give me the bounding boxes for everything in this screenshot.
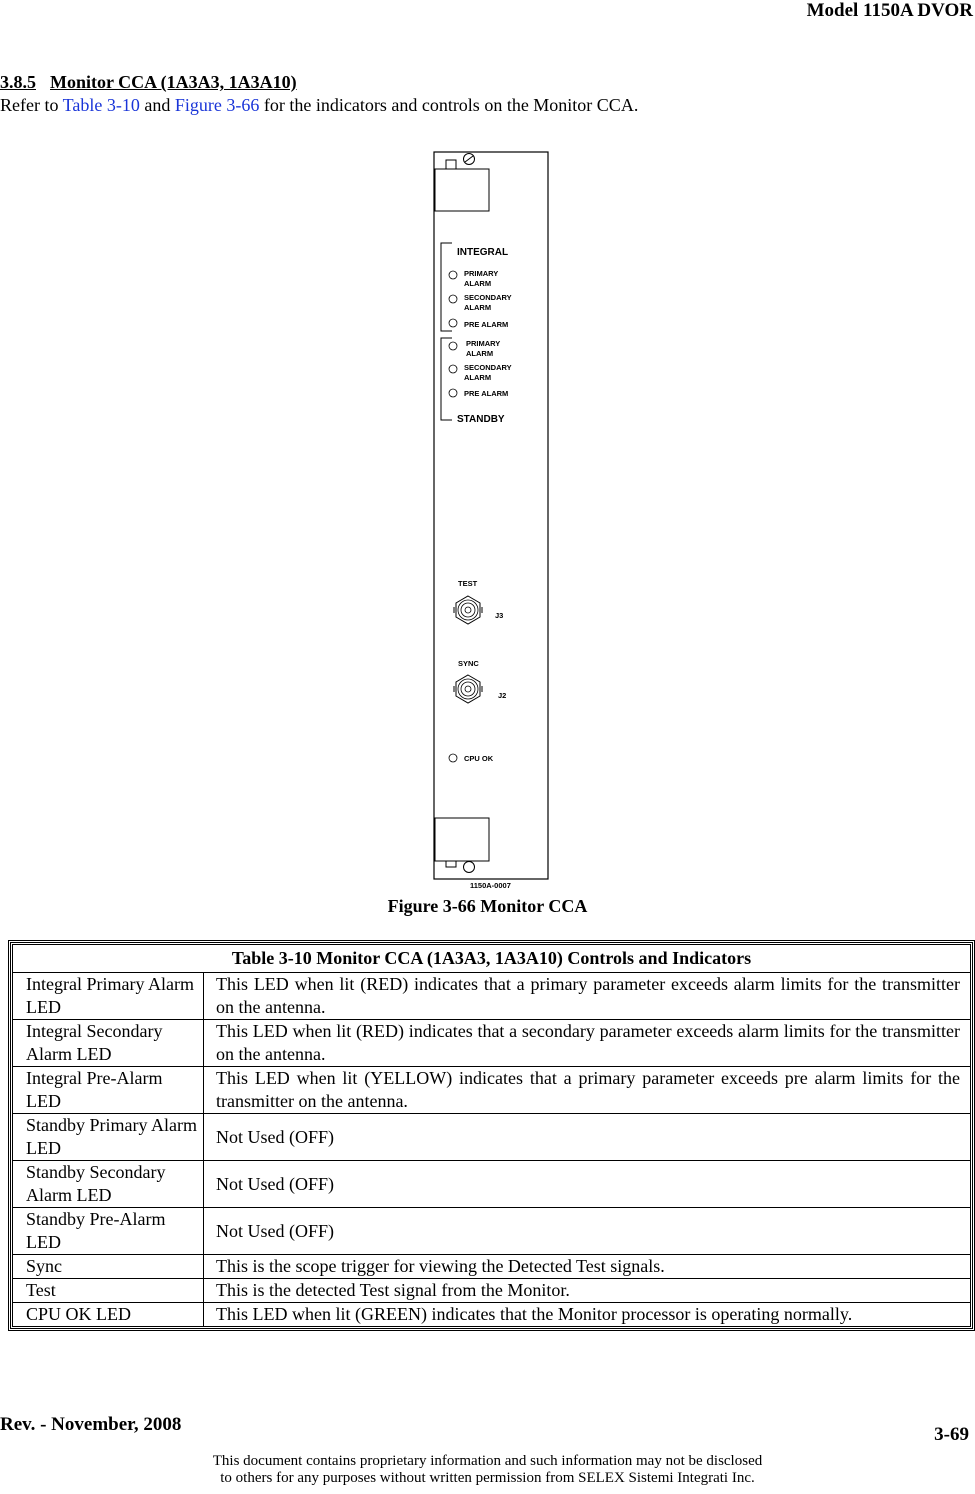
table-row <box>13 1020 971 1067</box>
cpu-ok-led <box>449 754 457 762</box>
intro-suffix: for the indicators and controls on the Monitor CCA. <box>259 95 639 115</box>
table-cell-item: CPU OK LED <box>13 1303 204 1327</box>
table-row <box>13 1161 971 1208</box>
integral-primary-label-2: ALARM <box>464 279 492 288</box>
standby-secondary-alarm-led <box>449 365 457 373</box>
table-cell-description: This is the detected Test signal from the Monitor. <box>204 1279 971 1303</box>
table-cell-item: Sync <box>13 1255 204 1279</box>
table-cell-description: This LED when lit (RED) indicates that a primary parameter exceeds alarm limits for the transmitter on the antenna. <box>204 973 971 1020</box>
top-tab <box>446 160 456 169</box>
table-cell-item: Integral Pre-Alarm LED <box>13 1067 204 1114</box>
section-title: Monitor CCA (1A3A3, 1A3A10) <box>50 72 297 92</box>
table-cell-item: Standby Secondary Alarm LED <box>13 1161 204 1208</box>
intro-paragraph <box>0 95 638 116</box>
sync-label: SYNC <box>458 659 479 668</box>
table-row <box>13 1067 971 1114</box>
table-cell-description: This is the scope trigger for viewing the Detected Test signals. <box>204 1255 971 1279</box>
page-number: 3-69 <box>934 1424 969 1445</box>
controls-table-wrapper <box>8 940 975 1331</box>
table-row <box>13 1255 971 1279</box>
integral-label: INTEGRAL <box>457 247 509 258</box>
figure-id-label: 1150A-0007 <box>470 881 511 890</box>
table-cell-item: Test <box>13 1279 204 1303</box>
j3-label: J3 <box>495 611 504 620</box>
standby-primary-alarm-led <box>449 342 457 350</box>
integral-secondary-label-2: ALARM <box>464 303 492 312</box>
notice-line-2: to others for any purposes without written permission from SELEX Sistemi Integrati Inc. <box>220 1470 755 1486</box>
figure-caption: Figure 3-66 Monitor CCA <box>387 896 588 916</box>
table-cell-item: Integral Secondary Alarm LED <box>13 1020 204 1067</box>
proprietary-notice <box>0 1453 975 1487</box>
table-row <box>13 1208 971 1255</box>
monitor-cca-figure <box>430 148 555 893</box>
table-row <box>13 1114 971 1161</box>
table-cell-item: Standby Pre-Alarm LED <box>13 1208 204 1255</box>
intro-prefix: Refer to <box>0 95 63 115</box>
table-row <box>13 1303 971 1327</box>
table-cell-description: Not Used (OFF) <box>204 1161 971 1208</box>
table-title: Table 3-10 Monitor CCA (1A3A3, 1A3A10) Controls and Indicators <box>13 945 971 973</box>
controls-indicators-table <box>12 944 971 1327</box>
document-model-header: Model 1150A DVOR <box>806 0 973 21</box>
j2-label: J2 <box>498 691 507 700</box>
standby-primary-label-1: PRIMARY <box>466 339 501 348</box>
notice-line-1: This document contains proprietary information and such information may not be disclosed <box>212 1453 763 1469</box>
integral-secondary-label-1: SECONDARY <box>464 293 512 302</box>
figure-3-66-link[interactable]: Figure 3-66 <box>174 95 260 115</box>
table-body <box>13 973 971 1327</box>
standby-pre-alarm-led <box>449 389 457 397</box>
table-cell-item: Integral Primary Alarm LED <box>13 973 204 1020</box>
standby-secondary-label-2: ALARM <box>464 373 492 382</box>
table-row <box>13 1279 971 1303</box>
table-cell-description: This LED when lit (GREEN) indicates that the Monitor processor is operating normally. <box>204 1303 971 1327</box>
bottom-screw-icon <box>464 862 475 873</box>
integral-pre-alarm-led <box>449 319 457 327</box>
section-heading <box>0 72 297 93</box>
integral-primary-label-1: PRIMARY <box>464 269 499 278</box>
top-handle <box>435 169 489 211</box>
integral-secondary-alarm-led <box>449 295 457 303</box>
integral-primary-alarm-led <box>449 271 457 279</box>
section-number: 3.8.5 <box>0 72 36 92</box>
integral-pre-label: PRE ALARM <box>464 320 509 329</box>
intro-middle: and <box>139 95 175 115</box>
test-label: TEST <box>458 579 478 588</box>
standby-primary-label-2: ALARM <box>466 349 494 358</box>
standby-secondary-label-1: SECONDARY <box>464 363 512 372</box>
table-cell-description: Not Used (OFF) <box>204 1208 971 1255</box>
table-cell-description: Not Used (OFF) <box>204 1114 971 1161</box>
bottom-handle <box>435 818 489 861</box>
table-cell-description: This LED when lit (RED) indicates that a secondary parameter exceeds alarm limits for the transmitter on the antenna. <box>204 1020 971 1067</box>
table-cell-description: This LED when lit (YELLOW) indicates that a primary parameter exceeds pre alarm limits for the transmitter on the antenna. <box>204 1067 971 1114</box>
table-cell-item: Standby Primary Alarm LED <box>13 1114 204 1161</box>
table-3-10-link[interactable]: Table 3-10 <box>62 95 140 115</box>
standby-pre-label: PRE ALARM <box>464 389 509 398</box>
standby-label: STANDBY <box>457 414 505 425</box>
panel-outline <box>434 152 548 879</box>
revision-label: Rev. - November, 2008 <box>0 1414 182 1435</box>
table-row <box>13 973 971 1020</box>
cpu-ok-label: CPU OK <box>464 754 494 763</box>
